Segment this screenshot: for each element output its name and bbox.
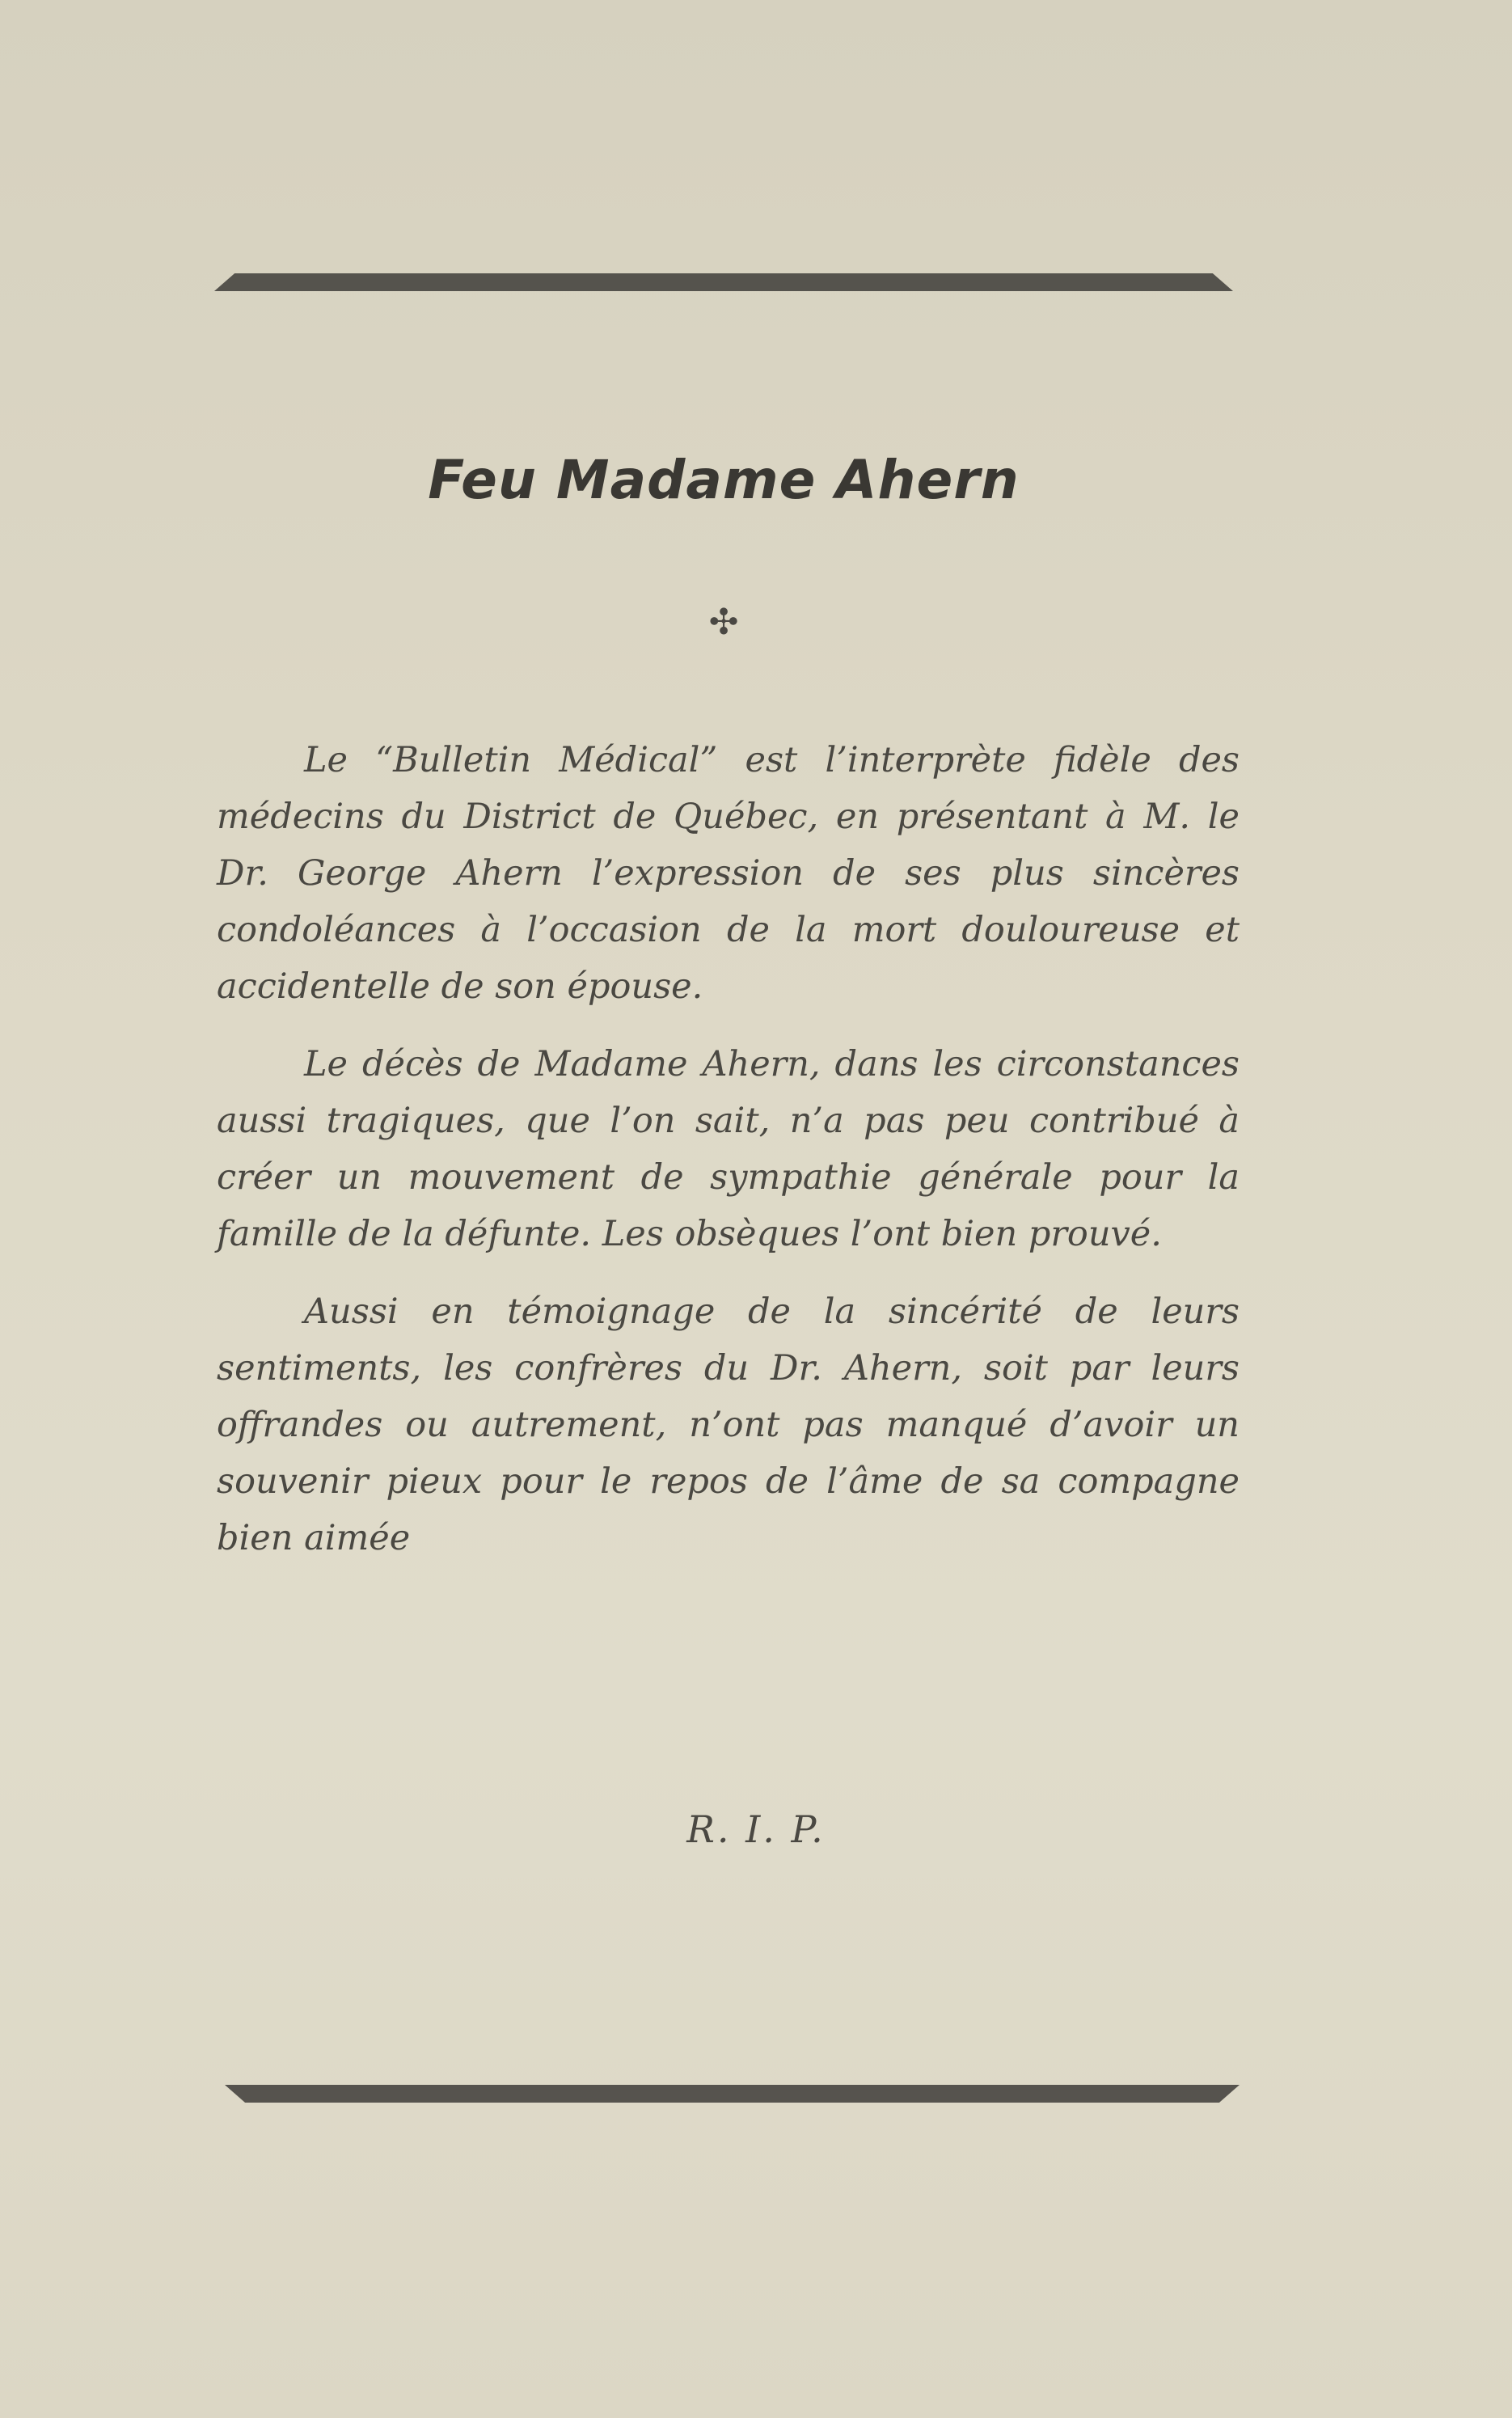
bottom-decorative-rule [225, 2085, 1240, 2103]
paragraph-1: Le “Bulletin Médical” est l’interprète fidèle des médecins du District de Québec, en présentant à M. le Dr. George Ahern l’expression de ses plus sincères condoléances à l’occasion de la mort douloureuse et accidentelle de son épouse. [217, 740, 1240, 1007]
paragraph-2: Le décès de Madame Ahern, dans les circonstances aussi tragiques, que l’on sait, n’a pas peu contribué à créer un mouvement de sympathie générale pour la famille de la défunte. Les obsèques l’ont bien prouvé. [217, 1044, 1240, 1254]
body-text [217, 732, 1240, 1587]
top-decorative-rule [214, 273, 1233, 291]
paragraph-3: Aussi en témoignage de la sincérité de leurs sentiments, les confrères du Dr. Ahern, soit par leurs offrandes ou autrement, n’ont pas manqué d’avoir un souvenir pieux pour le repos de l’âme de sa compagne bien aimée [217, 1291, 1240, 1558]
closing-rip: R. I. P. [686, 1807, 826, 1851]
page-title: Feu Madame Ahern [428, 449, 1020, 511]
cross-ornament-icon: ✣ [708, 602, 739, 643]
